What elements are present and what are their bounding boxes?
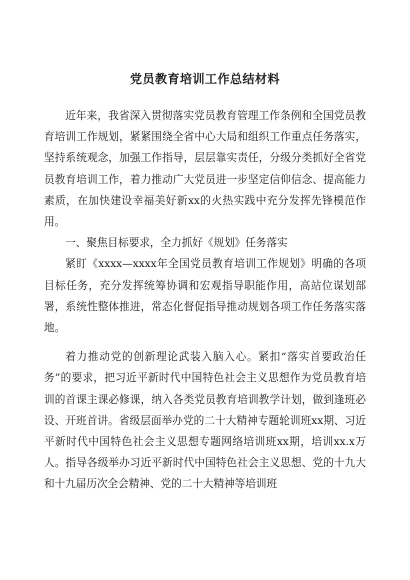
body-paragraph-plan: 紧盯《xxxx—xxxx年全国党员教育培训工作规划》明确的各项目标任务，充分发挥统筹协调和宏观指导职能作用，高站位谋划部署，系统性整体推进，常态化督促指导推动规划各项工作任务落实落地。 [44, 258, 366, 335]
paragraph-gap [44, 339, 366, 347]
body-paragraph-intro: 近年来，我省深入贯彻落实党员教育管理工作条例和全国党员教育培训工作规划，紧紧围绕全省中心大局和组织工作重点任务落实，坚持系统观念，加强工作指导，层层靠实责任，分级分类抓好全省党员教育培训工作，着力推动广大党员进一步坚定信仰信念、提高能力素质，在加快建设幸福美好新xx的火热实践中充分发挥先锋模范作用。 [44, 110, 366, 229]
document-title: 党员教育培训工作总结材料 [129, 72, 280, 86]
section-heading-1: 一、聚焦目标要求，全力抓好《规划》任务落实 [65, 237, 288, 250]
body-paragraph-theory: 着力推动党的创新理论武装入脑入心。紧扣“落实首要政治任务”的要求，把习近平新时代中国特色社会主义思想作为党员教育培训的首课主课必修课，纳入各类党员教育培训教学计划，做到逢班必设、开班首讲。省级层面举办党的二十大精神专题轮训班xx期、习近平新时代中国特色社会主义思想专题网络培训班xx期，培训xx.x万人。指导各级举办习近平新时代中国特色社会主义思想、党的十九大和十九届历次全会精神、党的二十大精神等培训班 [44, 351, 366, 491]
